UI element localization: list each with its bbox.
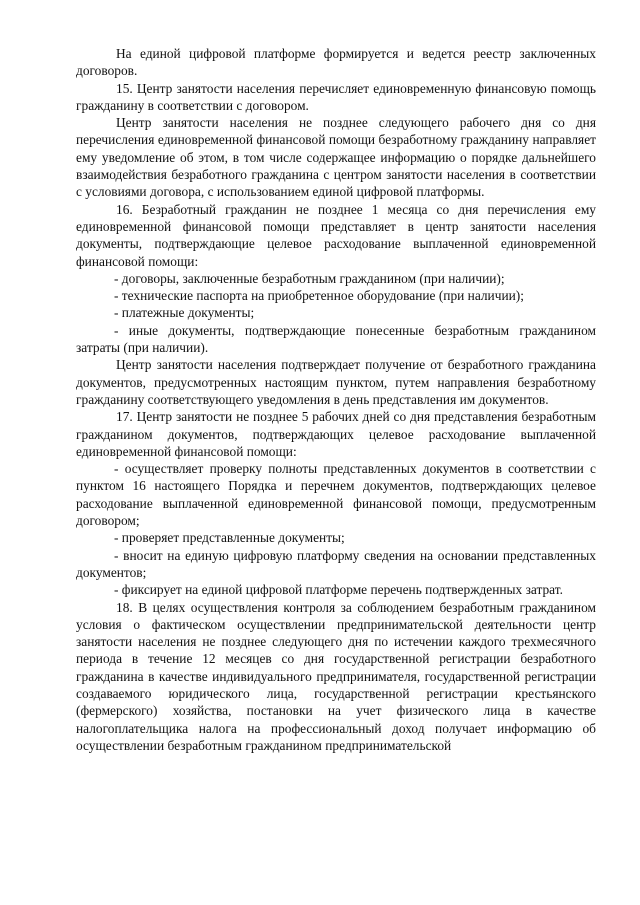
list-item-contracts: - договоры, заключенные безработным гражданином (при наличии); bbox=[114, 270, 505, 286]
list-item-enter-data: - вносит на единую цифровую платформу сведения на основании представленных документов; bbox=[76, 547, 596, 580]
paragraph-17: 17. Центр занятости не позднее 5 рабочих дней со дня представления безработным гражданином документов, подтверждающих целевое расходование выплаченной единовременной финансовой помощи: bbox=[76, 409, 596, 459]
paragraph-15: 15. Центр занятости населения перечисляет единовременную финансовую помощь гражданину в соответствии с договором. bbox=[76, 80, 596, 113]
paragraph-18: 18. В целях осуществления контроля за соблюдением безработным гражданином условия о фактическом осуществлении предпринимательской деятельности центр занятости населения не позднее следующего дня по истечении каждого трехмесячного периода в течение 12 месяцев со дня государственной регистрации безработного гражданина в качестве индивидуального предпринимателя, государственной регистрации создаваемого юридического лица, государственной регистрации крестьянского (фермерского) хозяйства, постановки на учет физического лица в качестве налогоплательщика налога на профессиональный доход получает информацию об осуществлении безработным гражданином предпринимательской bbox=[76, 599, 596, 753]
list-item-verify-docs: - проверяет представленные документы; bbox=[114, 530, 345, 546]
paragraph-16: 16. Безработный гражданин не позднее 1 месяца со дня перечисления ему единовременной финансовой помощи представляет в центр занятости населения документы, подтверждающие целевое расходование выплаченной единовременной финансовой помощи: bbox=[76, 201, 596, 269]
document-page bbox=[76, 45, 596, 754]
list-item-other-docs: - иные документы, подтверждающие понесенные безработным гражданином затраты (при наличии). bbox=[76, 322, 596, 356]
list-item-record-costs: - фиксирует на единой цифровой платформе перечень подтвержденных затрат. bbox=[114, 582, 563, 598]
list-item-passports: - технические паспорта на приобретенное оборудование (при наличии); bbox=[114, 288, 524, 304]
paragraph-registry: На единой цифровой платформе формируется и ведется реестр заключенных договоров. bbox=[76, 46, 596, 79]
paragraph-16-confirmation: Центр занятости населения подтверждает получение от безработного гражданина документов, предусмотренных настоящим пунктом, путем направления безработному гражданину соответствующего уведомления в день представления им документов. bbox=[76, 357, 596, 407]
list-item-payments: - платежные документы; bbox=[114, 305, 255, 321]
list-item-check-completeness: - осуществляет проверку полноты представленных документов в соответствии с пунктом 16 настоящего Порядка и перечнем документов, подтверждающих целевое расходование выплаченной единовременной финансовой помощи, предусмотренным договором; bbox=[76, 461, 596, 529]
paragraph-15-notice: Центр занятости населения не позднее следующего рабочего дня со дня перечисления единовременной финансовой помощи безработному гражданину направляет ему уведомление об этом, в том числе содержащее информацию о порядке дальнейшего взаимодействия безработного гражданина с центром занятости населения в соответствии с условиями договора, с использованием единой цифровой платформы. bbox=[76, 115, 596, 200]
